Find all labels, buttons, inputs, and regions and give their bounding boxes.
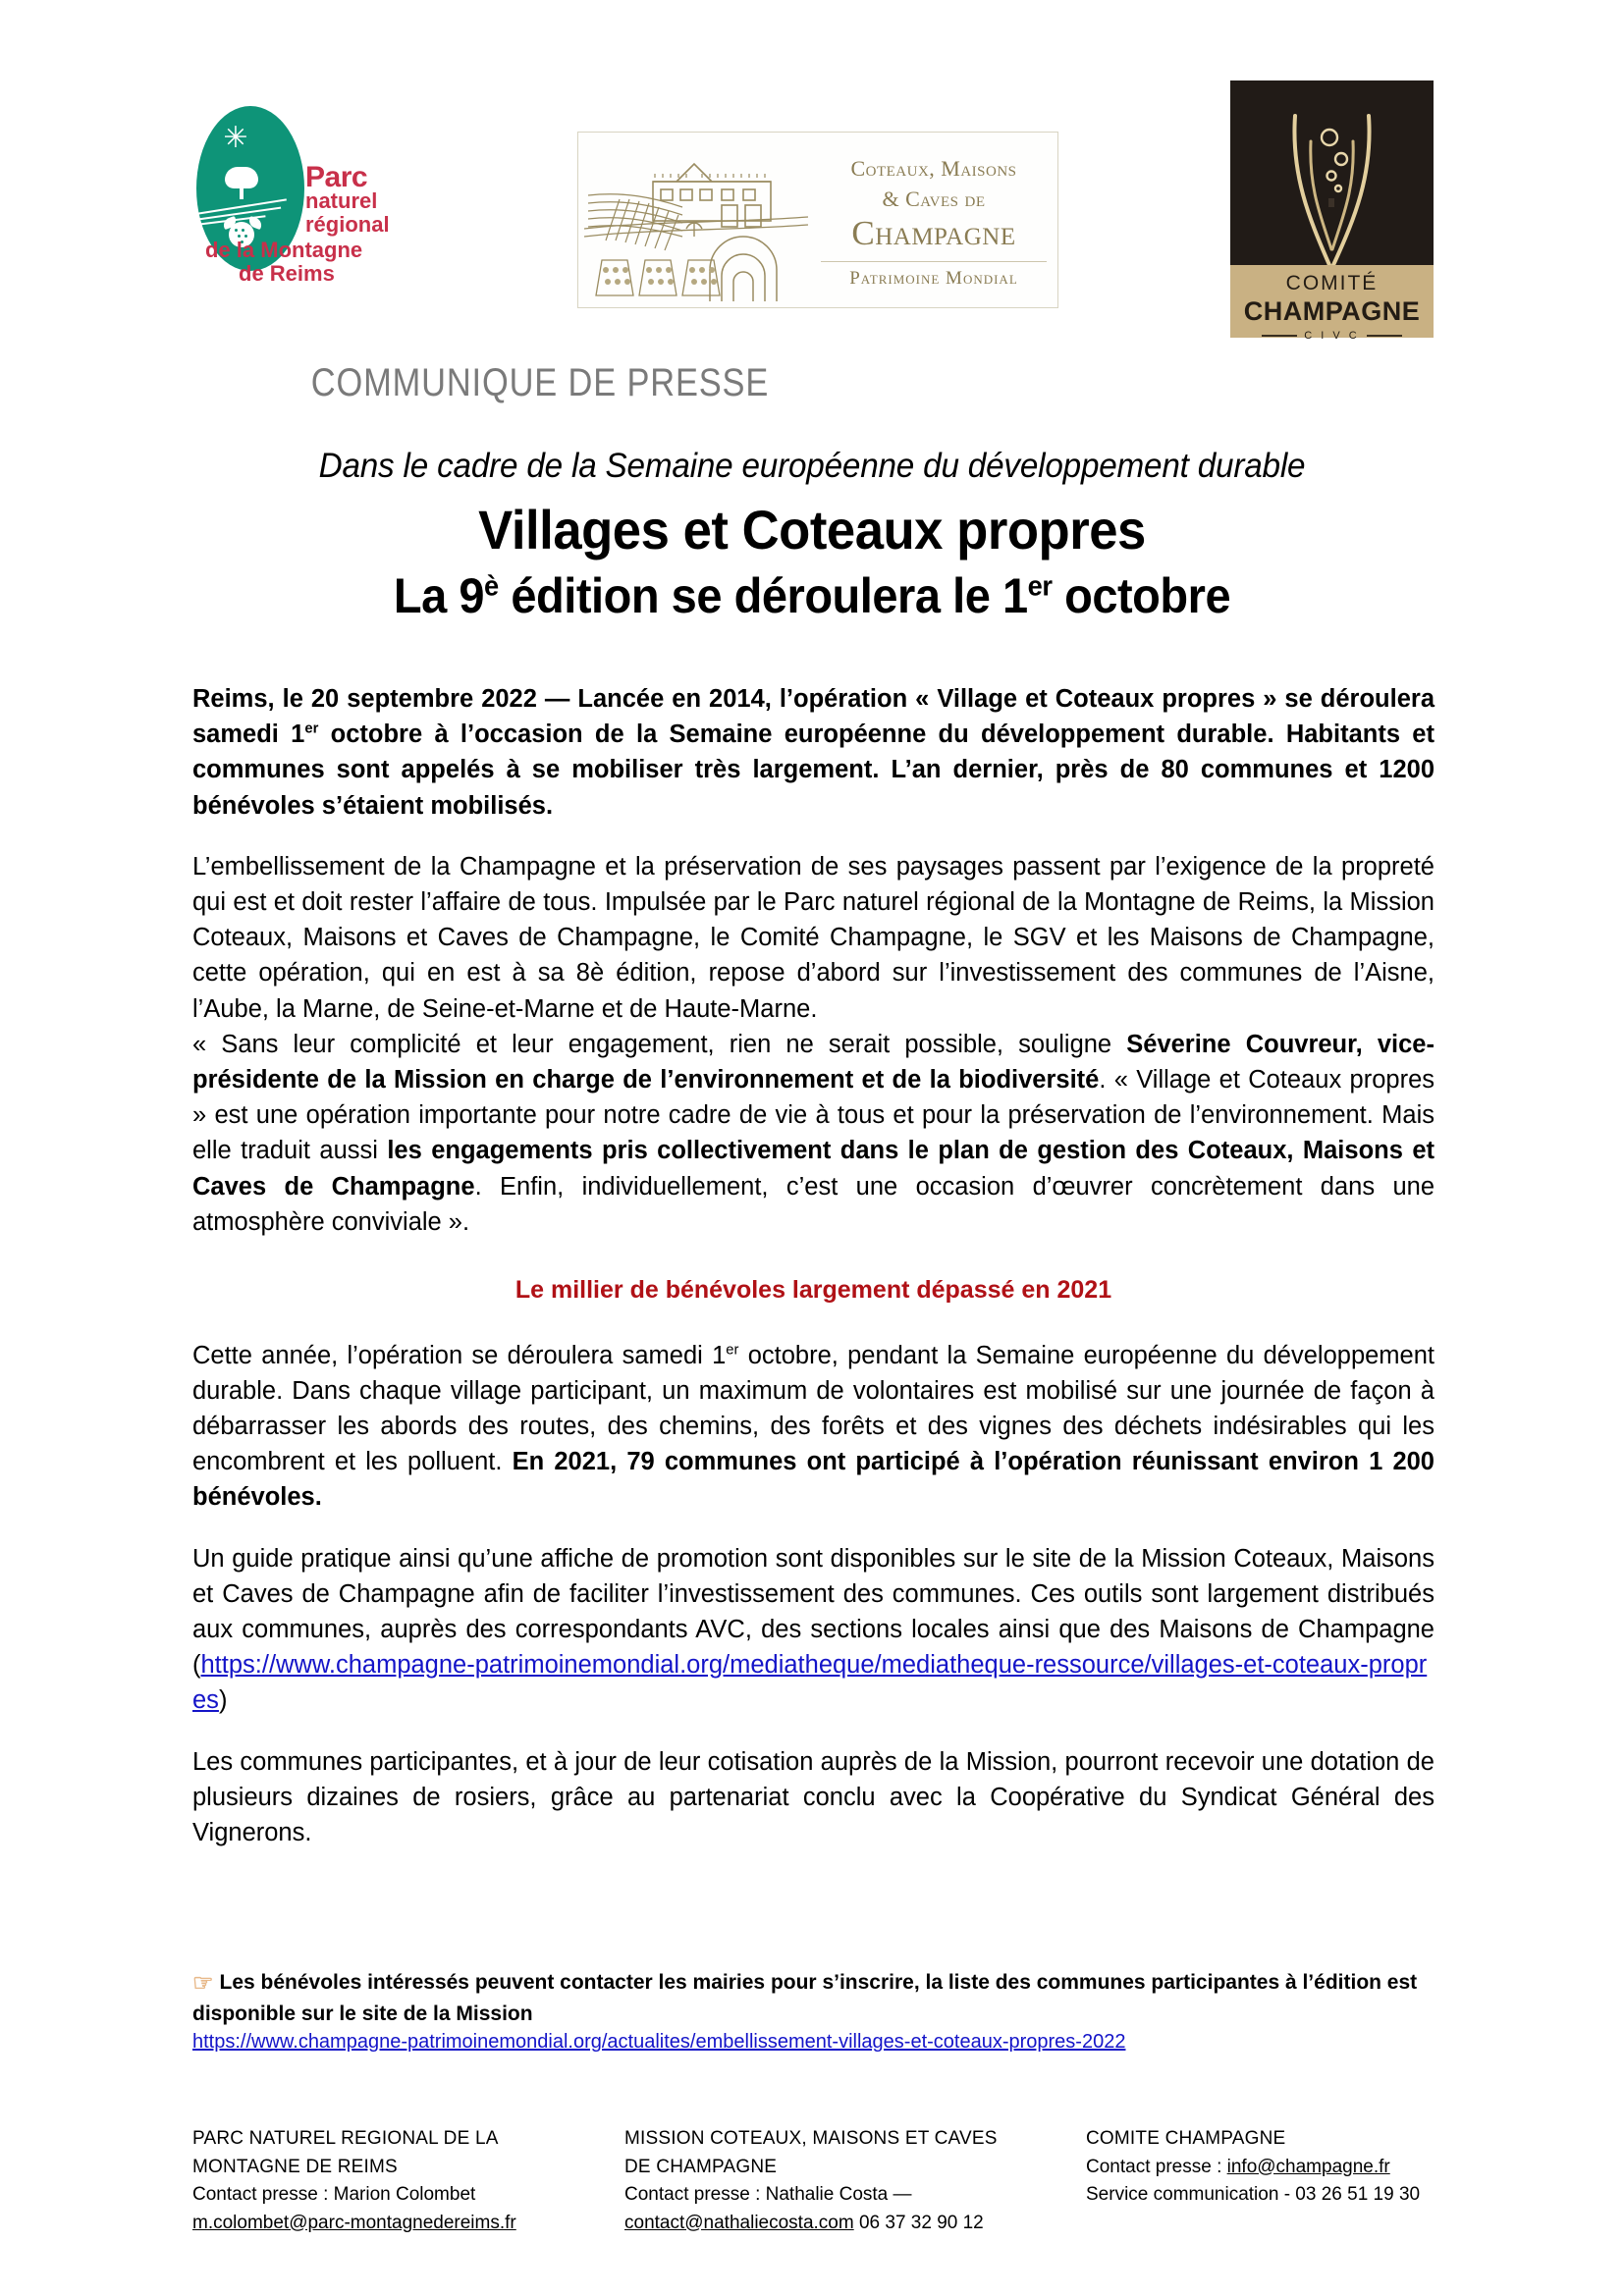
paragraph-this-year xyxy=(192,1338,1435,1516)
champagne-flute-icon xyxy=(1230,80,1434,273)
paragraph-context: L’embellissement de la Champagne et la préservation de ses paysages passent par l’exigence de la propreté qui est et doit rester l’affaire de tous. Impulsée par le Parc naturel régional de la Montagne de Reims, la Mission Coteaux, Maisons et Caves de Champagne, le Comité Champagne, le SGV et les Maisons de Champagne, cette opération, qui en est à sa 8è édition, repose d’abord sur l’investissement des communes de l’Aisne, l’Aube, la Marne, de Seine-et-Marne et de Haute-Marne. xyxy=(192,852,1435,1023)
kicker-line: Dans le cadre de la Semaine européenne du développement durable xyxy=(318,447,1306,485)
volunteer-note-text-row xyxy=(192,1968,1435,2028)
footer-service-line: Service communication - 03 26 51 19 30 xyxy=(1086,2184,1421,2205)
coteaux-maisons-caves-logo xyxy=(577,132,1058,308)
subtitle-ordinal-1: è xyxy=(484,570,499,603)
civc-row xyxy=(1230,330,1434,342)
subtitle-middle: édition se déroulera le 1 xyxy=(498,568,1028,623)
footer-org-line-2: DE CHAMPAGNE xyxy=(624,2156,778,2177)
footer-email-comite[interactable]: info@champagne.fr xyxy=(1226,2156,1390,2177)
this-year-ordinal: er xyxy=(726,1342,739,1359)
paragraph-resources xyxy=(192,1541,1435,1719)
document-type-heading: COMMUNIQUE DE PRESSE xyxy=(310,361,770,404)
article-body xyxy=(192,681,1435,1876)
footer-org-line-1: PARC NATUREL REGIONAL DE LA xyxy=(192,2128,499,2149)
page-title: Villages et Coteaux propres xyxy=(478,499,1146,561)
coteaux-divider xyxy=(821,261,1047,262)
comite-champagne-band xyxy=(1230,265,1434,342)
footer-contact-label: Contact presse : xyxy=(1086,2156,1227,2177)
pnr-text-line-3: régional xyxy=(305,212,390,237)
title-block xyxy=(0,447,1624,624)
lead-text-1: Reims, le 20 septembre 2022 — Lancée en 2014, l’opération « Village et Coteaux propres » se déroulera samedi 1 xyxy=(192,685,1435,749)
footer-column-mission xyxy=(624,2125,1086,2237)
subtitle-suffix: octobre xyxy=(1052,568,1231,623)
parc-naturel-regional-logo xyxy=(182,106,393,297)
civc-dash-right xyxy=(1367,335,1402,337)
comite-text-line-2: CHAMPAGNE xyxy=(1243,296,1421,326)
quote-text-1: « Sans leur complicité et leur engagement, rien ne serait possible, souligne xyxy=(192,1030,1127,1058)
footer-phone-mission: 06 37 32 90 12 xyxy=(858,2212,984,2233)
pnr-text-line-1: Parc xyxy=(305,161,368,193)
footer-contact-label: Contact presse : Marion Colombet xyxy=(192,2184,476,2205)
footer-email-pnr[interactable]: m.colombet@parc-montagnedereims.fr xyxy=(192,2212,516,2233)
lead-paragraph xyxy=(192,681,1435,824)
coteaux-text-line-4: Patrimoine Mondial xyxy=(849,268,1018,289)
paragraph-quote xyxy=(192,1027,1435,1240)
civc-dash-left xyxy=(1262,335,1297,337)
quote-text-3: . Enfin, individuellement, c’est une occasion d’œuvrer concrètement dans une atmosphère conviviale ». xyxy=(192,1172,1435,1236)
volunteer-note xyxy=(192,1968,1435,2056)
page-subtitle xyxy=(49,567,1576,624)
coteaux-logo-text xyxy=(814,142,1054,290)
footer-email-mission[interactable]: contact@nathaliecosta.com xyxy=(624,2212,854,2233)
footer-column-comite xyxy=(1086,2125,1439,2237)
footer-org-line-2: MONTAGNE DE REIMS xyxy=(192,2156,398,2177)
pointing-hand-icon: ☞ xyxy=(192,1970,214,1997)
footer-column-pnr xyxy=(192,2125,624,2237)
pnr-text-line-2: naturel xyxy=(305,188,378,213)
subtitle-ordinal-2: er xyxy=(1027,570,1053,603)
section-heading-red: Le millier de bénévoles largement dépassé en 2021 xyxy=(514,1276,1112,1305)
pnr-text-line-4: de la Montagne xyxy=(205,238,363,262)
footer-contact-label: Contact presse : Nathalie Costa — xyxy=(624,2184,912,2205)
volunteer-note-text: Les bénévoles intéressés peuvent contacter les mairies pour s’inscrire, la liste des communes participantes à l’édition est disponible sur le site de la Mission xyxy=(192,1971,1418,2025)
lead-ordinal: er xyxy=(304,721,319,737)
coteaux-text-line-3: Champagne xyxy=(851,214,1016,252)
subtitle-prefix: La 9 xyxy=(393,568,485,623)
quote-emphasis-1: Séverine Couvreur, vice-présidente de la Mission en charge de l’environnement et de la biodiversité xyxy=(192,1030,1435,1095)
civc-label: C I V C xyxy=(1304,330,1360,342)
coteaux-text-line-1: Coteaux, Maisons xyxy=(850,156,1017,181)
this-year-text-1: Cette année, l’opération se déroulera samedi 1 xyxy=(192,1341,727,1369)
footer-contacts xyxy=(192,2125,1439,2237)
logo-header-row xyxy=(0,0,1624,342)
paragraph-rosiers: Les communes participantes, et à jour de leur cotisation auprès de la Mission, pourront recevoir une dotation de plusieurs dizaines de rosiers, grâce au partenariat conclu avec la Coopérative du Syndicat Général des Vignerons. xyxy=(192,1747,1435,1846)
resources-text-1: Un guide pratique ainsi qu’une affiche de promotion sont disponibles sur le site de la Mission Coteaux, Maisons et Caves de Champagne afin de faciliter l’investissement des communes. Ces outils sont largement distribués aux communes, auprès des correspondants AVC, des sections locales ainsi que des Maisons de Champagne ( xyxy=(192,1544,1435,1680)
tree-icon xyxy=(225,167,258,200)
comite-text-line-1: COMITÉ xyxy=(1285,272,1379,294)
pnr-text-line-5: de Reims xyxy=(239,261,335,286)
quote-emphasis-2: les engagements pris collectivement dans le plan de gestion des Coteaux, Maisons et Caves de Champagne xyxy=(192,1137,1435,1201)
actualites-link[interactable]: https://www.champagne-patrimoinemondial.org/actualites/embellissement-villages-et-coteaux-propres-2022 xyxy=(192,2031,1126,2054)
sun-star-icon: ✳ xyxy=(223,122,248,154)
footer-contact-row xyxy=(1086,2154,1439,2182)
this-year-text-2: octobre, pendant la Semaine européenne du développement durable. Dans chaque village participant, un maximum de volontaires est mobilisé sur une journée de façon à débarrasser les abords des routes, des chemins, des forêts et des vignes des déchets indésirables qui les encombrent et les polluent. xyxy=(192,1341,1435,1476)
coteaux-text-line-2: & Caves de xyxy=(882,187,986,211)
comite-champagne-logo xyxy=(1230,80,1434,342)
quote-text-2: . « Village et Coteaux propres » est une opération importante pour notre cadre de vie à tous et pour la préservation de l’environnement. Mais elle traduit aussi xyxy=(192,1066,1435,1165)
resources-text-2: ) xyxy=(218,1686,228,1715)
footer-org-line-1: MISSION COTEAUX, MAISONS ET CAVES xyxy=(624,2128,998,2149)
footer-org-line-1: COMITE CHAMPAGNE xyxy=(1086,2128,1286,2149)
lead-text-2: octobre à l’occasion de la Semaine européenne du développement durable. Habitants et communes sont appelés à se mobiliser très largement. L’an dernier, près de 80 communes et 1200 bénévoles s’étaient mobilisés. xyxy=(192,721,1435,820)
mediatheque-link[interactable]: https://www.champagne-patrimoinemondial.org/mediatheque/mediatheque-ressource/villages-et-coteaux-propres xyxy=(192,1651,1428,1715)
this-year-emphasis: En 2021, 79 communes ont participé à l’opération réunissant environ 1 200 bénévoles. xyxy=(192,1448,1435,1512)
vineyard-landscape-icon xyxy=(584,138,808,301)
